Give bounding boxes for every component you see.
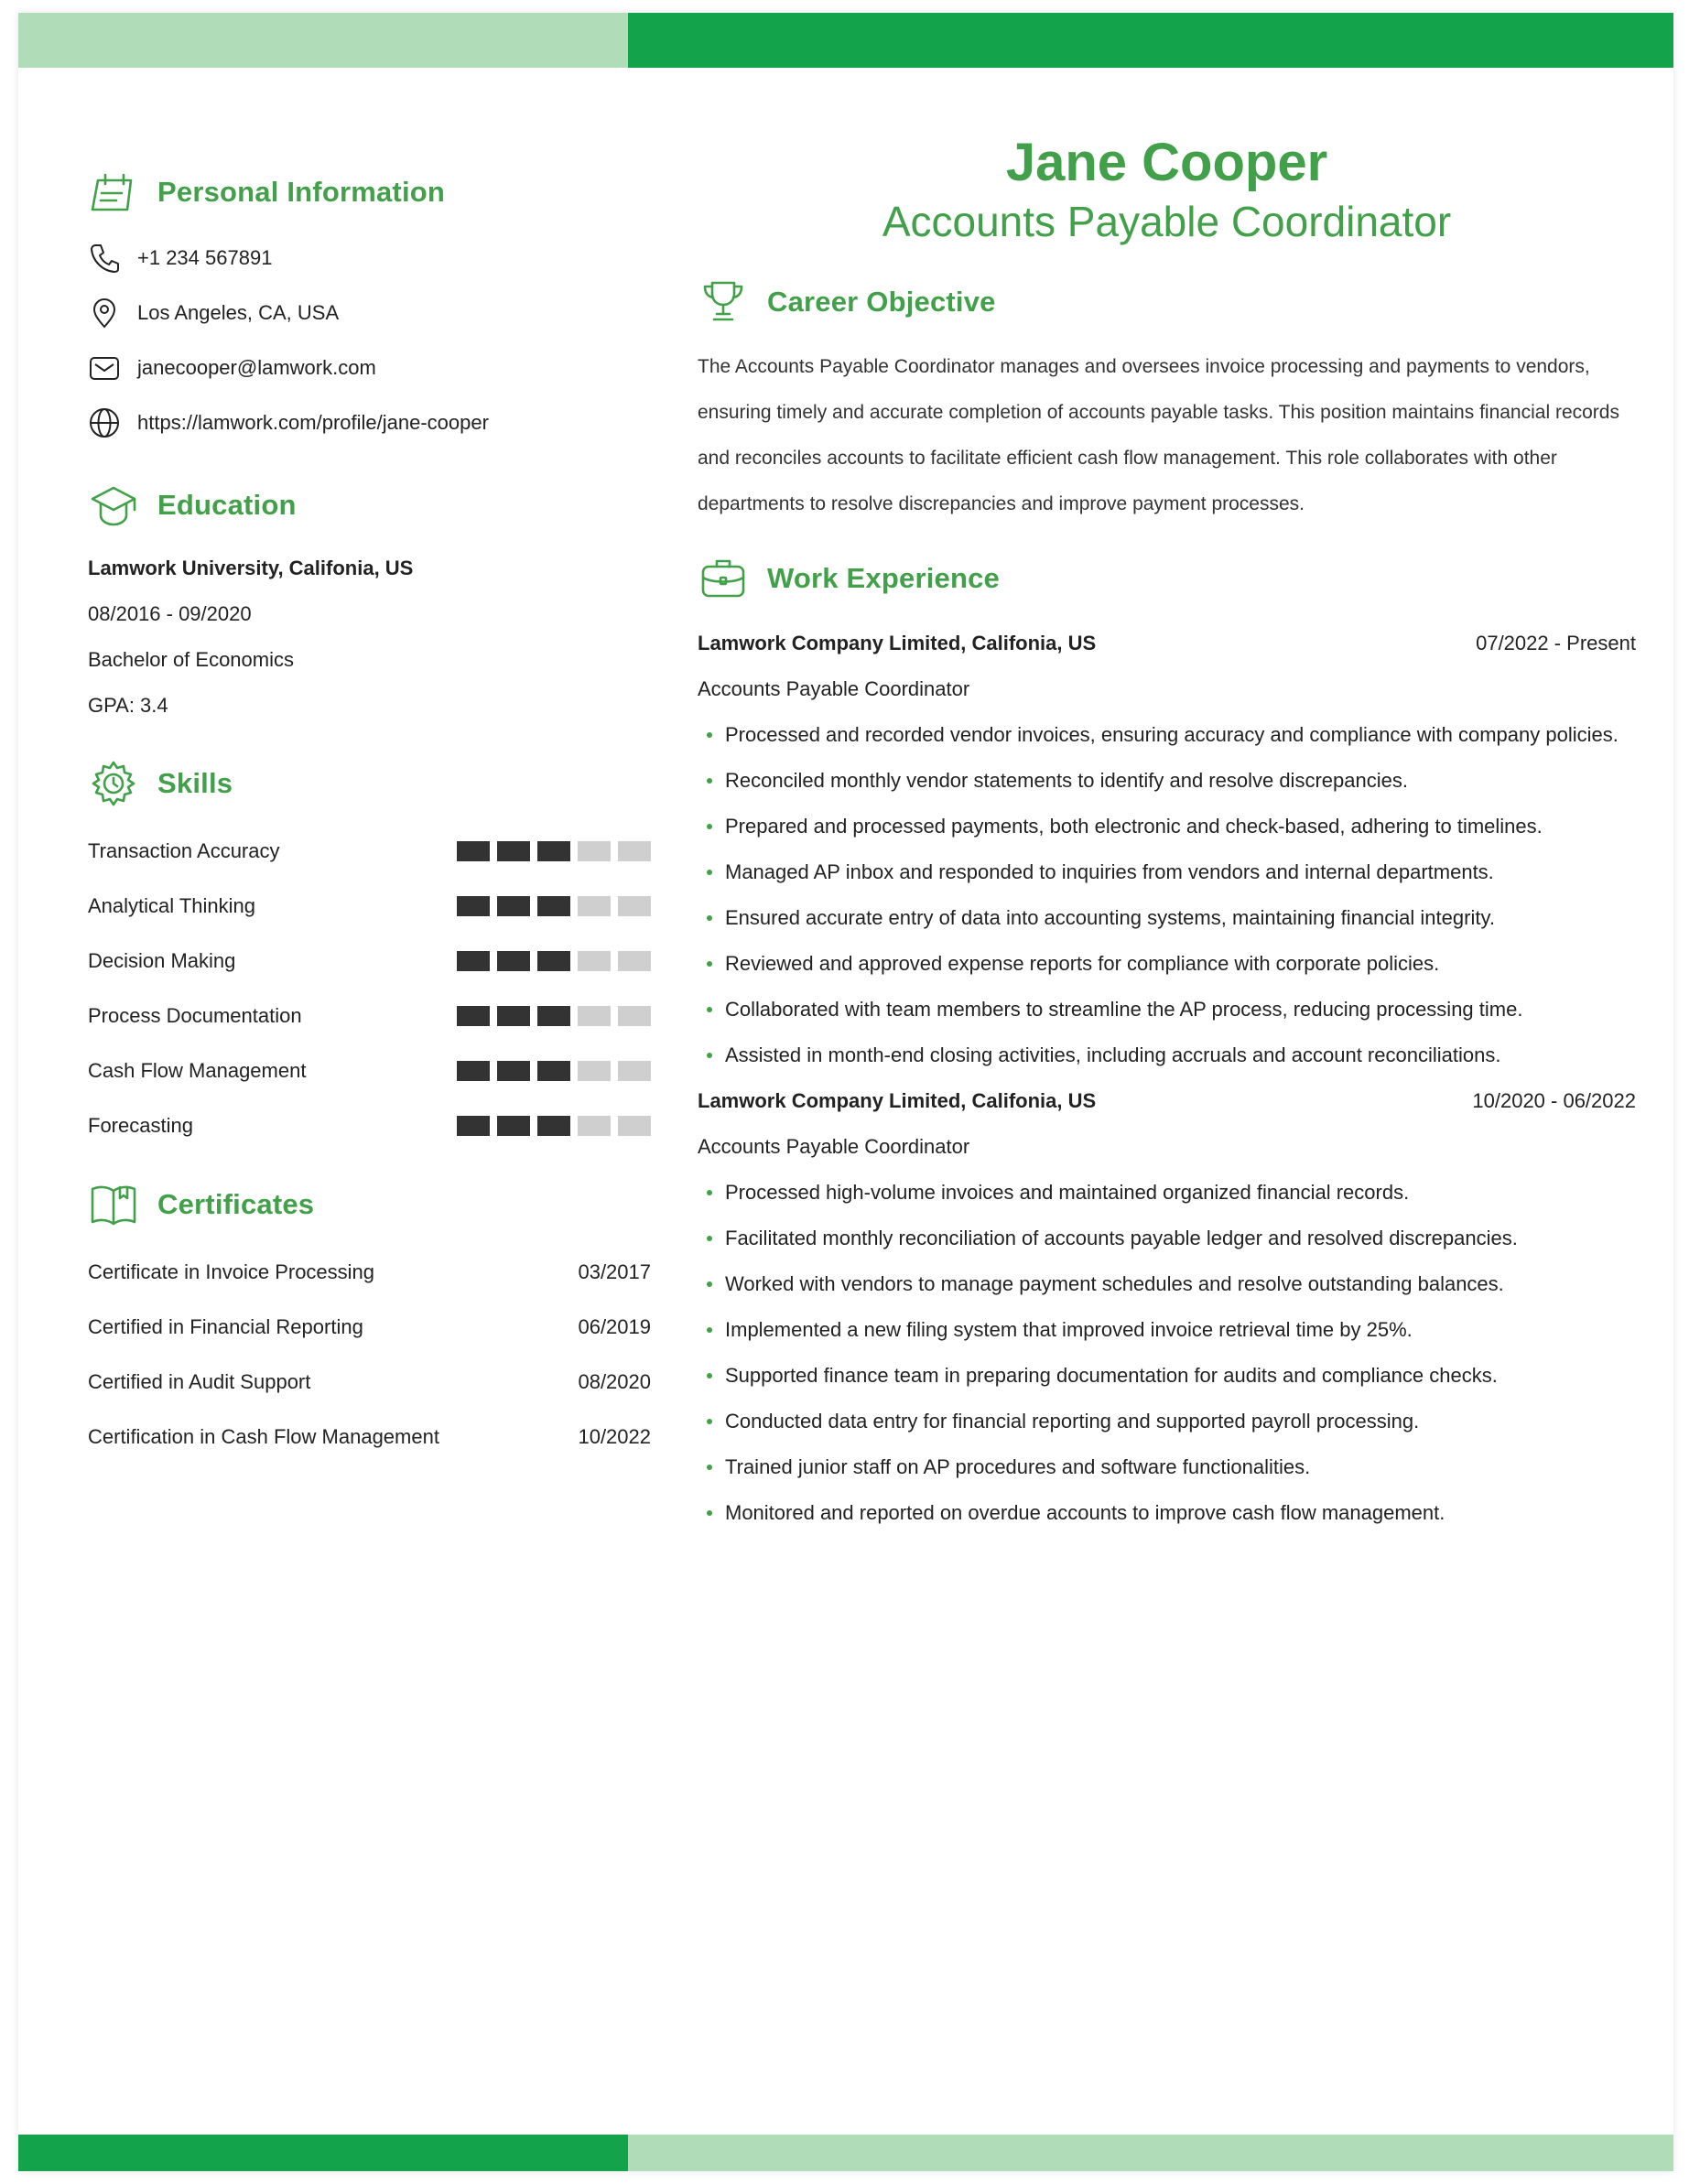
skill-level-filled bbox=[457, 1061, 490, 1081]
contact-website bbox=[88, 395, 651, 450]
skill-row bbox=[88, 1043, 651, 1098]
calendar-icon bbox=[88, 167, 139, 218]
certificate-row bbox=[88, 1410, 651, 1465]
certificate-date: 03/2017 bbox=[578, 1260, 651, 1283]
skill-level-meter bbox=[457, 1061, 651, 1081]
certificates-list bbox=[88, 1245, 651, 1465]
job-entry bbox=[698, 621, 1636, 1078]
gear-icon bbox=[88, 758, 139, 809]
trophy-icon bbox=[698, 276, 749, 328]
objective-header bbox=[698, 269, 1636, 335]
skill-level-filled bbox=[457, 896, 490, 916]
experience-title: Work Experience bbox=[767, 562, 1000, 594]
jobs-list bbox=[698, 621, 1636, 1536]
skill-name: Analytical Thinking bbox=[88, 894, 256, 917]
list-item: Reviewed and approved expense reports for compliance with corporate policies. bbox=[698, 941, 1636, 987]
skill-level-filled bbox=[537, 896, 570, 916]
skill-level-empty bbox=[578, 1006, 611, 1026]
skill-level-empty bbox=[618, 841, 651, 861]
contact-phone bbox=[88, 231, 651, 286]
certificates-title: Certificates bbox=[157, 1188, 315, 1220]
skill-level-filled bbox=[537, 1006, 570, 1026]
certificate-name: Certified in Financial Reporting bbox=[88, 1315, 363, 1338]
mail-icon bbox=[88, 351, 121, 384]
list-item: Trained junior staff on AP procedures and software functionalities. bbox=[698, 1444, 1636, 1490]
phone-text: +1 234 567891 bbox=[137, 246, 273, 269]
list-item: Processed high-volume invoices and maintained organized financial records. bbox=[698, 1170, 1636, 1216]
list-item: Assisted in month-end closing activities, including accruals and account reconciliations. bbox=[698, 1033, 1636, 1078]
job-title: Accounts Payable Coordinator bbox=[698, 1135, 970, 1158]
job-dates: 10/2020 - 06/2022 bbox=[1472, 1089, 1636, 1112]
certificate-date: 08/2020 bbox=[578, 1370, 651, 1393]
skill-level-filled bbox=[457, 951, 490, 971]
job-header bbox=[698, 1078, 1636, 1124]
list-item: Managed AP inbox and responded to inquiries from vendors and internal departments. bbox=[698, 849, 1636, 895]
job-dates: 07/2022 - Present bbox=[1476, 632, 1636, 654]
globe-icon bbox=[88, 406, 121, 439]
skill-level-meter bbox=[457, 841, 651, 861]
left-column bbox=[88, 159, 651, 1465]
skill-level-filled bbox=[457, 1006, 490, 1026]
phone-icon bbox=[88, 242, 121, 275]
skill-level-empty bbox=[578, 951, 611, 971]
skill-level-filled bbox=[497, 1116, 530, 1136]
skill-level-meter bbox=[457, 1116, 651, 1136]
skill-level-meter bbox=[457, 1006, 651, 1026]
website-link[interactable]: https://lamwork.com/profile/jane-cooper bbox=[137, 411, 489, 434]
top-bar-light bbox=[18, 13, 628, 68]
list-item: Collaborated with team members to streamline the AP process, reducing processing time. bbox=[698, 987, 1636, 1033]
skill-level-filled bbox=[497, 951, 530, 971]
skill-name: Forecasting bbox=[88, 1114, 193, 1137]
skill-level-empty bbox=[618, 896, 651, 916]
certificate-name: Certified in Audit Support bbox=[88, 1370, 311, 1393]
skills-list bbox=[88, 824, 651, 1153]
skill-row bbox=[88, 934, 651, 989]
location-text: Los Angeles, CA, USA bbox=[137, 301, 340, 324]
candidate-role: Accounts Payable Coordinator bbox=[882, 198, 1452, 245]
skill-level-filled bbox=[497, 896, 530, 916]
certificate-date: 06/2019 bbox=[578, 1315, 651, 1338]
objective-text: The Accounts Payable Coordinator manages and oversees invoice processing and payments to vendors, ensuring timely and accurate completion of accounts payable tasks. This position maintains financial records and reconciles accounts to facilitate efficient cash flow management. This role collaborates with other departments to resolve discrepancies and improve payment processes. bbox=[698, 356, 1619, 514]
objective-title: Career Objective bbox=[767, 286, 996, 318]
skill-level-empty bbox=[618, 951, 651, 971]
skill-name: Decision Making bbox=[88, 949, 236, 972]
list-item: Processed and recorded vendor invoices, ensuring accuracy and compliance with company policies. bbox=[698, 712, 1636, 758]
job-company: Lamwork Company Limited, Califonia, US bbox=[698, 632, 1097, 654]
skill-level-empty bbox=[578, 841, 611, 861]
skill-level-filled bbox=[457, 1116, 490, 1136]
contact-location bbox=[88, 286, 651, 341]
education-gpa: GPA: 3.4 bbox=[88, 694, 168, 717]
certificate-name: Certification in Cash Flow Management bbox=[88, 1425, 439, 1448]
skill-row bbox=[88, 989, 651, 1043]
certificates-header bbox=[88, 1172, 651, 1238]
skill-level-filled bbox=[497, 1006, 530, 1026]
graduation-cap-icon bbox=[88, 480, 139, 531]
skill-level-empty bbox=[578, 896, 611, 916]
skill-row bbox=[88, 1098, 651, 1153]
skill-level-empty bbox=[578, 1116, 611, 1136]
education-title: Education bbox=[157, 489, 297, 521]
skill-level-filled bbox=[497, 1061, 530, 1081]
candidate-name: Jane Cooper bbox=[1005, 133, 1328, 192]
book-icon bbox=[88, 1179, 139, 1230]
resume-page bbox=[18, 13, 1673, 2171]
list-item: Worked with vendors to manage payment schedules and resolve outstanding balances. bbox=[698, 1261, 1636, 1307]
skill-level-filled bbox=[537, 951, 570, 971]
list-item: Reconciled monthly vendor statements to identify and resolve discrepancies. bbox=[698, 758, 1636, 804]
education-school: Lamwork University, Califonia, US bbox=[88, 557, 414, 579]
skill-level-filled bbox=[537, 1061, 570, 1081]
list-item: Facilitated monthly reconciliation of accounts payable ledger and resolved discrepancies. bbox=[698, 1216, 1636, 1261]
job-title: Accounts Payable Coordinator bbox=[698, 677, 970, 700]
top-bar-dark bbox=[628, 13, 1673, 68]
list-item: Monitored and reported on overdue accounts to improve cash flow management. bbox=[698, 1490, 1636, 1536]
right-column bbox=[698, 132, 1636, 1536]
briefcase-icon bbox=[698, 553, 749, 604]
skill-level-filled bbox=[537, 841, 570, 861]
job-entry bbox=[698, 1078, 1636, 1536]
education-degree: Bachelor of Economics bbox=[88, 648, 294, 671]
certificate-row bbox=[88, 1355, 651, 1410]
skills-header bbox=[88, 751, 651, 816]
education-header bbox=[88, 472, 651, 538]
certificate-row bbox=[88, 1300, 651, 1355]
personal-info-header bbox=[88, 159, 651, 225]
email-link[interactable]: janecooper@lamwork.com bbox=[137, 356, 376, 379]
certificate-row bbox=[88, 1245, 651, 1300]
list-item: Implemented a new filing system that improved invoice retrieval time by 25%. bbox=[698, 1307, 1636, 1353]
personal-info-title: Personal Information bbox=[157, 176, 446, 208]
list-item: Conducted data entry for financial reporting and supported payroll processing. bbox=[698, 1399, 1636, 1444]
skill-level-empty bbox=[578, 1061, 611, 1081]
bottom-bar-light bbox=[628, 2135, 1673, 2171]
skill-level-filled bbox=[537, 1116, 570, 1136]
skill-row bbox=[88, 824, 651, 879]
skill-level-empty bbox=[618, 1006, 651, 1026]
skill-row bbox=[88, 879, 651, 934]
job-bullets bbox=[698, 1170, 1636, 1536]
bottom-bar-dark bbox=[18, 2135, 628, 2171]
skills-title: Skills bbox=[157, 767, 233, 799]
skill-level-empty bbox=[618, 1116, 651, 1136]
job-bullets bbox=[698, 712, 1636, 1078]
certificate-date: 10/2022 bbox=[578, 1425, 651, 1448]
education-dates: 08/2016 - 09/2020 bbox=[88, 602, 252, 625]
skill-level-meter bbox=[457, 951, 651, 971]
list-item: Ensured accurate entry of data into accounting systems, maintaining financial integrity. bbox=[698, 895, 1636, 941]
contact-email bbox=[88, 341, 651, 395]
location-pin-icon bbox=[88, 297, 121, 330]
skill-level-empty bbox=[618, 1061, 651, 1081]
experience-header bbox=[698, 546, 1636, 611]
skill-name: Cash Flow Management bbox=[88, 1059, 307, 1082]
skill-name: Transaction Accuracy bbox=[88, 839, 280, 862]
certificate-name: Certificate in Invoice Processing bbox=[88, 1260, 375, 1283]
skill-level-meter bbox=[457, 896, 651, 916]
skill-name: Process Documentation bbox=[88, 1004, 302, 1027]
job-company: Lamwork Company Limited, Califonia, US bbox=[698, 1089, 1097, 1112]
skill-level-filled bbox=[457, 841, 490, 861]
list-item: Supported finance team in preparing documentation for audits and compliance checks. bbox=[698, 1353, 1636, 1399]
skill-level-filled bbox=[497, 841, 530, 861]
list-item: Prepared and processed payments, both electronic and check-based, adhering to timelines. bbox=[698, 804, 1636, 849]
job-header bbox=[698, 621, 1636, 666]
